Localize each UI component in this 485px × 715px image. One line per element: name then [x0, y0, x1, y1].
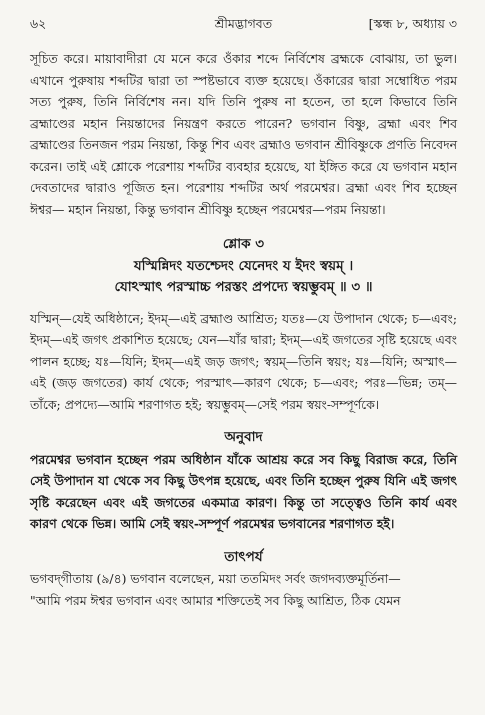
translation-heading: অনুবাদ — [224, 429, 263, 445]
translation-paragraph: পরমেশ্বর ভগবান হচ্ছেন পরম অধিষ্ঠান যাঁকে আশ্রয় করে সব কিছু বিরাজ করে, তিনি সেই উপাদান যা থেকে সব কিছু উৎপন্ন হয়েছে, এবং তিনি হচ্ছেন পুরুষ যিনি এই জগৎ সৃষ্টি করেছেন এবং এই জগতের একমাত্র কারণ। কিন্তু তা সত্ত্বেও তিনি কার্য এবং কারণ থেকে ভিন্ন। আমি সেই স্বয়ং-সম্পূর্ণ পরমেশ্বর ভগবানের শরণাগত হই। — [30, 451, 457, 531]
page-header — [30, 16, 457, 34]
verse-line-2: যোঽস্মাৎ পরস্মাচ্চ পরস্তং প্রপদ্যে স্বয়ম্ভুবম্ ॥ ৩ ॥ — [114, 279, 373, 295]
book-title: শ্রীমদ্ভাগবত — [214, 16, 273, 31]
synonyms-paragraph: যস্মিন্—যেই অধিষ্ঠানে; ইদম্—এই ব্রহ্মাণ্ড আশ্রিত; যতঃ—যে উপাদান থেকে; চ—এবং; ইদম্—এই জগৎ প্রকাশিত হয়েছে; যেন—যাঁর দ্বারা; ইদম্—এই জগতের সৃষ্টি হয়েছে এবং পালন হচ্ছে; যঃ—যিনি; ইদম্—এই জড় জগৎ; স্বয়ম্—তিনি স্বয়ং; যঃ—যিনি; অস্মাৎ—এই (জড় জগতের) কার্য থেকে; পরস্মাৎ—কারণ থেকে; চ—এবং; পরঃ—ভিন্ন; তম্—তাঁকে; প্রপদ্যে—আমি শরণাগত হই; স্বয়ম্ভুবম্—সেই পরম স্বয়ং-সম্পূর্ণকে। — [30, 310, 457, 412]
purport-heading: তাৎপর্য — [224, 548, 263, 565]
section-reference: [স্কন্ধ ৮, অধ্যায় ৩ — [368, 16, 457, 31]
purport-line-2: "আমি পরম ঈশ্বর ভগবান এবং আমার শক্তিতেই সব কিছু আশ্রিত, ঠিক যেমন — [30, 592, 401, 608]
verse-heading: শ্লোক ৩ — [222, 236, 265, 252]
page-number: ৬২ — [30, 16, 47, 31]
page-body — [30, 48, 457, 611]
commentary-paragraph: সূচিত করে। মায়াবাদীরা যে মনে করে ওঁকার শব্দে নির্বিশেষ ব্রহ্মকে বোঝায়, তা ভুল। এখানে পুরুষায় শব্দটির দ্বারা তা স্পষ্টভাবে ব্যক্ত হয়েছে। ওঁকারের দ্বারা সম্বোধিত পরম সত্য পুরুষ, তিনি নির্বিশেষ নন। যদি তিনি পুরুষ না হতেন, তা হলে কিভাবে তিনি ব্রহ্মাণ্ডের মহান নিয়ন্তাদের নিয়ন্ত্রণ করতে পারেন? ভগবান বিষ্ণু, ব্রহ্মা এবং শিব ব্রহ্মাণ্ডের তিনজন পরম নিয়ন্তা, কিন্তু শিব এবং ব্রহ্মাও ভগবান শ্রীবিষ্ণুকে প্রণতি নিবেদন করেন। তাই এই শ্লোকে পরেশায় শব্দটির ব্যবহার হয়েছে, যা ইঙ্গিত করে যে ভগবান মহান দেবতাদের দ্বারাও পূজিত হন। পরেশায় শব্দটির অর্থ পরমেশ্বর। ব্রহ্মা এবং শিব হচ্ছেন ঈশ্বর— মহান নিয়ন্তা, কিন্তু ভগবান শ্রীবিষ্ণু হচ্ছেন পরমেশ্বর—পরম নিয়ন্তা। — [30, 51, 457, 217]
purport-line-1: ভগবদ্‌গীতায় (৯/৪) ভগবান বলেছেন, ময়া ততমিদং সর্বং জগদব্যক্তমূর্তিনা— — [30, 571, 401, 586]
verse-line-1: যস্মিন্নিদং যতশ্চেদং যেনেদং য ইদং স্বয়ম্ । — [133, 257, 354, 274]
